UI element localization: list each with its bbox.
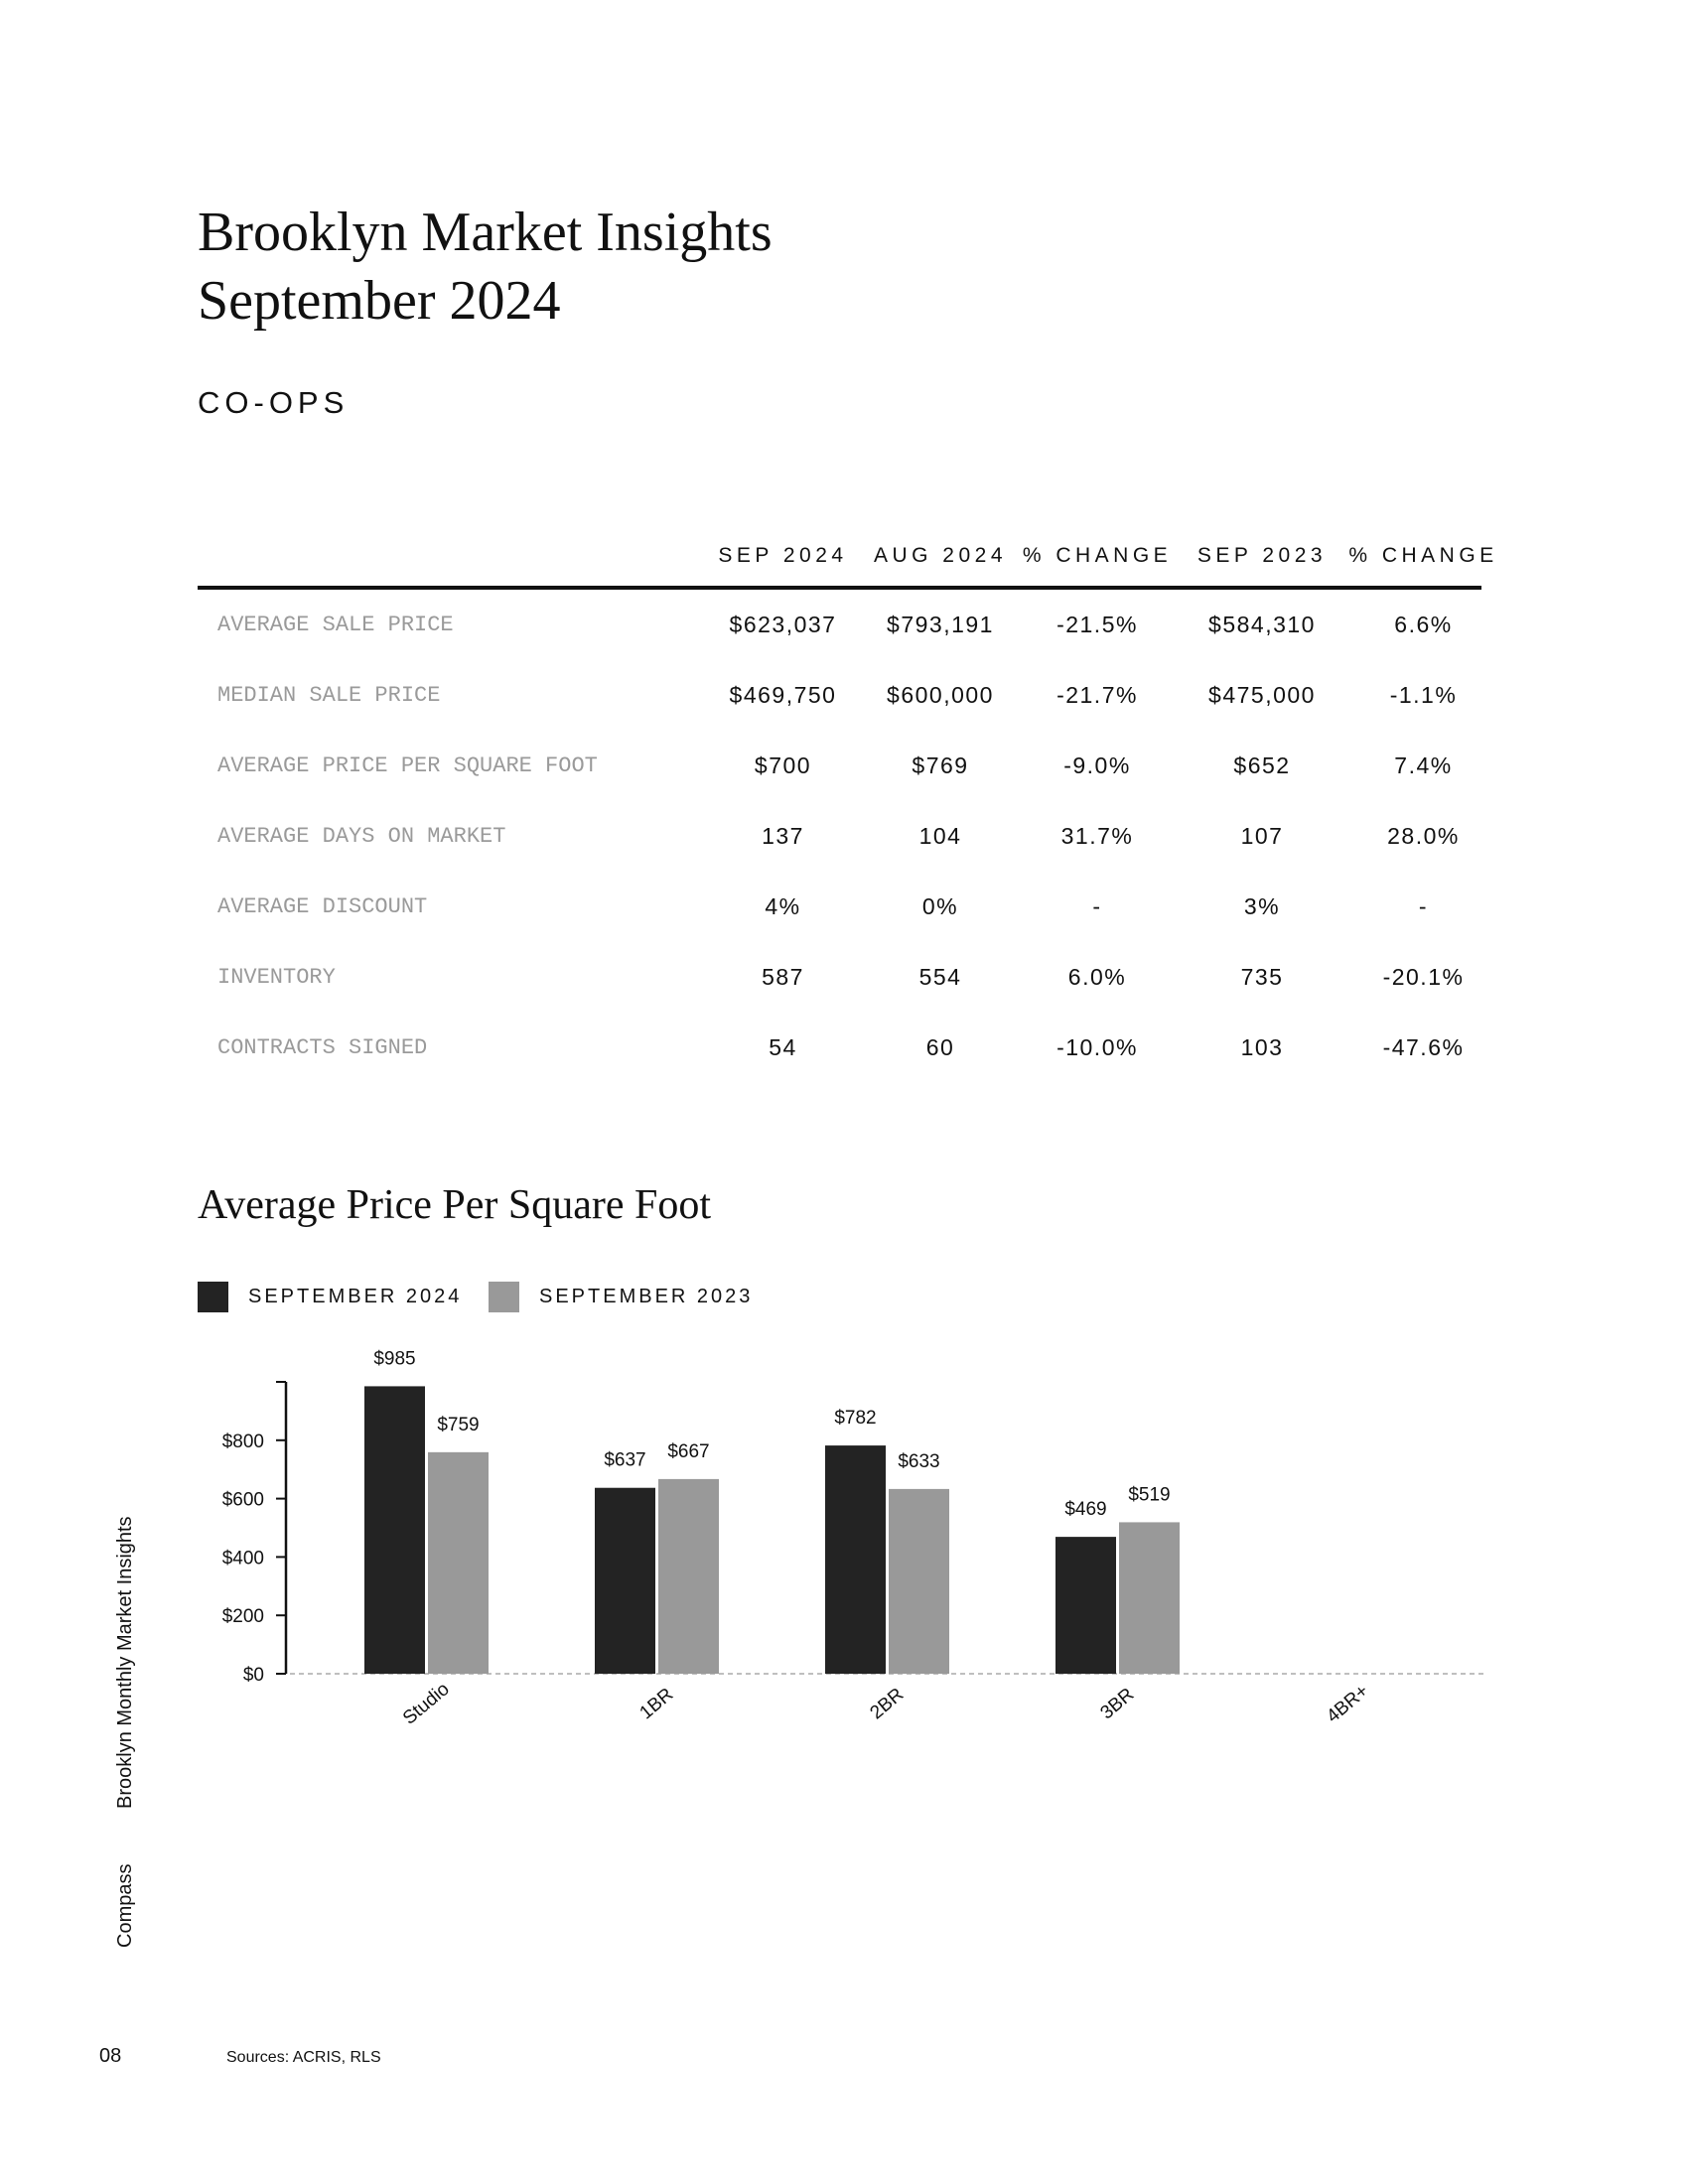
- side-brand: Compass: [114, 1863, 136, 1948]
- row-label: INVENTORY: [217, 965, 336, 990]
- x-tick-label: 2BR: [866, 1684, 909, 1724]
- table-cell: 31.7%: [1060, 823, 1134, 849]
- table-cell: 54: [769, 1034, 797, 1060]
- table-cell: 28.0%: [1387, 823, 1460, 849]
- bar-value-label: $782: [834, 1408, 877, 1430]
- bar-1br-series-1: [658, 1479, 719, 1674]
- y-tick-label: $200: [221, 1606, 264, 1628]
- table-cell: 6.0%: [1067, 964, 1127, 990]
- table-cell: $769: [912, 752, 969, 778]
- page-title: [198, 199, 773, 336]
- table-cell: $475,000: [1208, 682, 1316, 708]
- x-tick-label: Studio: [398, 1679, 454, 1729]
- table-cell: 4%: [765, 893, 801, 919]
- bar-value-label: $759: [437, 1414, 480, 1435]
- bar-1br-series-0: [595, 1488, 655, 1674]
- bar-value-label: $985: [373, 1348, 416, 1370]
- bar-3br-series-0: [1055, 1537, 1116, 1674]
- table-cell: 60: [925, 1034, 955, 1060]
- table-row: [198, 1013, 1481, 1083]
- page-number: 08: [99, 2045, 122, 2067]
- bar-studio-series-0: [364, 1386, 425, 1674]
- table-row: [198, 660, 1481, 731]
- table-cell: $623,037: [729, 612, 837, 637]
- table-cell: 554: [918, 964, 962, 990]
- column-header-mom-change: % CHANGE: [1022, 544, 1173, 567]
- legend-swatch: [489, 1282, 519, 1312]
- table-cell: -10.0%: [1056, 1034, 1138, 1060]
- x-tick-label: 1BR: [635, 1684, 678, 1724]
- table-cell: -47.6%: [1382, 1034, 1465, 1060]
- legend-label: SEPTEMBER 2024: [248, 1285, 463, 1307]
- bar-value-label: $633: [898, 1450, 940, 1472]
- table-cell: -1.1%: [1389, 682, 1458, 708]
- table-cell: -9.0%: [1063, 752, 1131, 778]
- bar-value-label: $469: [1064, 1499, 1107, 1521]
- table-row: [198, 872, 1481, 942]
- table-cell: -: [1092, 893, 1102, 919]
- table-cell: 137: [762, 823, 804, 849]
- row-label: AVERAGE DISCOUNT: [217, 894, 428, 919]
- table-cell: 107: [1240, 823, 1284, 849]
- table-cell: 3%: [1243, 893, 1281, 919]
- y-tick-label: $0: [242, 1665, 264, 1686]
- table-row: [198, 590, 1481, 660]
- table-cell: $793,191: [887, 612, 994, 637]
- table-cell: 103: [1240, 1034, 1284, 1060]
- row-label: CONTRACTS SIGNED: [217, 1035, 428, 1060]
- bar-3br-series-1: [1119, 1522, 1180, 1674]
- bar-2br-series-1: [889, 1489, 949, 1674]
- table-cell: -21.5%: [1056, 612, 1138, 637]
- bar-value-label: $667: [667, 1440, 710, 1462]
- column-header-yoy-change: % CHANGE: [1348, 544, 1498, 567]
- table-cell: 0%: [921, 893, 959, 919]
- row-label: AVERAGE PRICE PER SQUARE FOOT: [217, 753, 598, 778]
- bar-value-label: $637: [604, 1449, 646, 1471]
- legend-label: SEPTEMBER 2023: [539, 1285, 754, 1307]
- legend-item-sep-2024: [198, 1281, 462, 1312]
- column-header-sep-2023: SEP 2023: [1196, 544, 1328, 567]
- page-title-line1: Brooklyn Market Insights: [198, 202, 773, 263]
- row-label: AVERAGE SALE PRICE: [217, 613, 454, 637]
- legend-item-sep-2023: [489, 1281, 753, 1312]
- table-cell: $700: [754, 752, 812, 778]
- table-cell: $652: [1233, 752, 1291, 778]
- table-cell: -20.1%: [1382, 964, 1465, 990]
- table-cell: $469,750: [729, 682, 837, 708]
- row-label: MEDIAN SALE PRICE: [217, 683, 441, 708]
- x-tick-label: 3BR: [1096, 1684, 1139, 1724]
- section-heading: CO-OPS: [198, 385, 350, 420]
- bar-2br-series-0: [825, 1445, 886, 1674]
- sources-note: Sources: ACRIS, RLS: [226, 2049, 381, 2066]
- table-cell: 104: [918, 823, 962, 849]
- table-row: [198, 942, 1481, 1013]
- chart-title: Average Price Per Square Foot: [198, 1182, 712, 1228]
- table-row: [198, 731, 1481, 801]
- bar-chart: [0, 1330, 1688, 1747]
- y-tick-label: $800: [221, 1431, 264, 1452]
- column-header-aug-2024: AUG 2024: [873, 544, 1008, 567]
- table-cell: -21.7%: [1056, 682, 1138, 708]
- page-title-line2: September 2024: [198, 270, 561, 332]
- table-header: [198, 536, 1498, 590]
- y-tick-label: $400: [221, 1548, 264, 1570]
- column-header-sep-2024: SEP 2024: [718, 544, 848, 567]
- side-title: Brooklyn Monthly Market Insights: [114, 1516, 136, 1809]
- legend-swatch: [198, 1282, 228, 1312]
- bar-value-label: $519: [1128, 1484, 1171, 1506]
- row-label: AVERAGE DAYS ON MARKET: [217, 824, 506, 849]
- table-cell: $600,000: [887, 682, 994, 708]
- table-cell: 735: [1240, 964, 1284, 990]
- table-cell: -: [1418, 893, 1429, 919]
- table-cell: 7.4%: [1394, 752, 1453, 778]
- table-cell: $584,310: [1208, 612, 1316, 637]
- table-cell: 587: [762, 964, 804, 990]
- y-tick-label: $600: [221, 1489, 264, 1511]
- bar-studio-series-1: [428, 1452, 489, 1674]
- x-tick-label: 4BR+: [1323, 1680, 1373, 1727]
- table-cell: 6.6%: [1394, 612, 1453, 637]
- table-row: [198, 801, 1481, 872]
